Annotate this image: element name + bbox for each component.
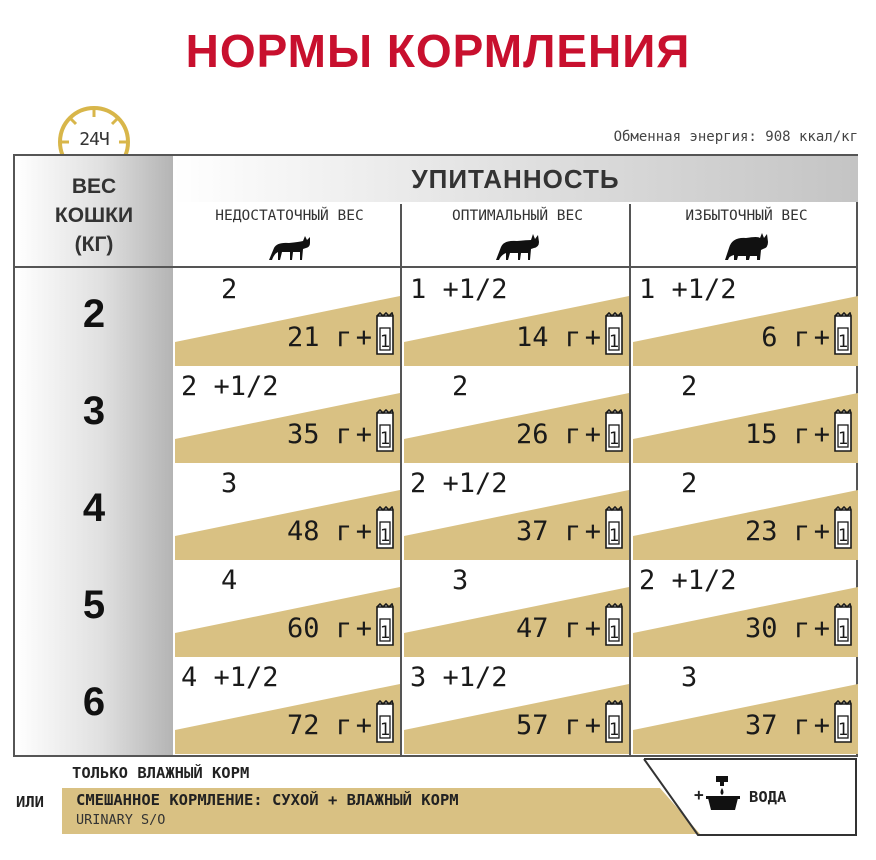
pouch-number: 1	[837, 526, 849, 546]
pouch-number: 1	[608, 526, 620, 546]
pouch-count: 3	[221, 468, 238, 499]
condition-label: НЕДОСТАТОЧНЫЙ ВЕС	[215, 208, 364, 224]
pouch-number: 1	[608, 623, 620, 643]
plus-sign: +	[813, 516, 830, 547]
dry-grams: 26 г	[515, 419, 581, 450]
pouch-count: 2 +1/2	[639, 565, 737, 596]
water-bowl-icon	[694, 774, 744, 814]
weight-header-line: (КГ)	[74, 233, 114, 256]
pouch-icon	[832, 409, 854, 453]
ration-cell	[633, 367, 858, 463]
pouch-icon	[832, 700, 854, 744]
pouch-icon	[832, 312, 854, 356]
pouch-count: 2	[681, 371, 698, 402]
ration-cell	[404, 561, 629, 657]
plus-sign: +	[355, 419, 372, 450]
condition-header-band	[173, 156, 858, 202]
pouch-icon	[603, 700, 625, 744]
pouch-count: 1 +1/2	[639, 274, 737, 305]
plus-sign: +	[584, 710, 601, 741]
pouch-number: 1	[837, 720, 849, 740]
weight-value: 6	[82, 680, 106, 724]
plus-sign: +	[584, 613, 601, 644]
weight-value: 3	[82, 389, 106, 433]
pouch-icon	[374, 700, 396, 744]
dry-grams: 35 г	[286, 419, 352, 450]
pouch-icon	[832, 506, 854, 550]
thin-cat-icon	[265, 230, 315, 262]
pouch-icon	[374, 312, 396, 356]
dry-grams: 21 г	[286, 322, 352, 353]
ration-cell	[175, 464, 400, 560]
legend-mixed: СМЕШАННОЕ КОРМЛЕНИЕ: СУХОЙ + ВЛАЖНЫЙ КОРМ	[76, 791, 459, 809]
pouch-icon	[374, 603, 396, 647]
pouch-icon	[603, 409, 625, 453]
water-label: ВОДА	[749, 788, 787, 806]
pouch-count: 4 +1/2	[181, 662, 279, 693]
weight-header-line: ВЕС	[71, 175, 117, 198]
ration-cell	[175, 561, 400, 657]
dry-grams: 23 г	[744, 516, 810, 547]
plus-sign: +	[584, 419, 601, 450]
pouch-number: 1	[379, 720, 391, 740]
condition-label: ОПТИМАЛЬНЫЙ ВЕС	[452, 208, 583, 224]
dry-grams: 6 г	[761, 322, 810, 353]
pouch-number: 1	[608, 332, 620, 352]
condition-overweight	[632, 204, 861, 266]
dry-grams: 30 г	[744, 613, 810, 644]
ration-cell	[175, 270, 400, 366]
dry-grams: 60 г	[286, 613, 352, 644]
legend-product: URINARY S/O	[76, 812, 166, 828]
pouch-icon	[603, 312, 625, 356]
plus-sign: +	[355, 516, 372, 547]
ration-cell	[633, 658, 858, 754]
feeding-table	[13, 154, 858, 757]
pouch-icon	[374, 506, 396, 550]
weight-value: 4	[82, 486, 106, 530]
pouch-number: 1	[379, 332, 391, 352]
legend-or: ИЛИ	[16, 793, 44, 811]
ration-cell	[175, 367, 400, 463]
weight-header-line: КОШКИ	[54, 204, 134, 227]
dry-grams: 14 г	[515, 322, 581, 353]
pouch-count: 3	[681, 662, 698, 693]
pouch-count: 3	[452, 565, 469, 596]
ration-cell	[633, 464, 858, 560]
condition-header: УПИТАННОСТЬ	[411, 164, 620, 194]
weight-value: 5	[82, 583, 106, 627]
water-plus: +	[694, 785, 704, 804]
plus-sign: +	[813, 710, 830, 741]
pouch-icon	[603, 506, 625, 550]
plus-sign: +	[813, 322, 830, 353]
pouch-count: 3 +1/2	[410, 662, 508, 693]
plus-sign: +	[355, 613, 372, 644]
page-title: НОРМЫ КОРМЛЕНИЯ	[185, 25, 691, 77]
dry-grams: 57 г	[515, 710, 581, 741]
dry-grams: 37 г	[515, 516, 581, 547]
pouch-icon	[374, 409, 396, 453]
plus-sign: +	[355, 710, 372, 741]
ration-cell	[633, 561, 858, 657]
plus-sign: +	[355, 322, 372, 353]
legend-only-wet: ТОЛЬКО ВЛАЖНЫЙ КОРМ	[72, 764, 250, 782]
column-divider	[400, 204, 402, 755]
pouch-count: 2	[452, 371, 469, 402]
column-divider	[629, 204, 631, 755]
pouch-number: 1	[379, 429, 391, 449]
dry-grams: 48 г	[286, 516, 352, 547]
pouch-number: 1	[837, 332, 849, 352]
pouch-number: 1	[608, 429, 620, 449]
ration-cell	[404, 270, 629, 366]
ration-cell	[404, 658, 629, 754]
condition-optimal	[403, 204, 632, 266]
normal-cat-icon	[493, 230, 543, 262]
fat-cat-icon	[722, 230, 772, 262]
pouch-number: 1	[837, 429, 849, 449]
pouch-number: 1	[837, 623, 849, 643]
condition-underweight	[175, 204, 404, 266]
pouch-count: 2	[221, 274, 238, 305]
ration-cell	[404, 464, 629, 560]
clock-label: 24Ч	[79, 129, 109, 150]
dry-grams: 72 г	[286, 710, 352, 741]
pouch-icon	[603, 603, 625, 647]
ration-cell	[633, 270, 858, 366]
plus-sign: +	[584, 322, 601, 353]
condition-label: ИЗБЫТОЧНЫЙ ВЕС	[685, 208, 808, 224]
weight-header	[15, 172, 173, 259]
pouch-count: 2 +1/2	[181, 371, 279, 402]
pouch-number: 1	[379, 623, 391, 643]
header-divider	[15, 266, 858, 268]
plus-sign: +	[813, 613, 830, 644]
dry-grams: 15 г	[744, 419, 810, 450]
pouch-icon	[832, 603, 854, 647]
ration-cell	[175, 658, 400, 754]
dry-grams: 37 г	[744, 710, 810, 741]
pouch-number: 1	[608, 720, 620, 740]
energy-note: Обменная энергия: 908 ккал/кг	[613, 129, 858, 145]
pouch-count: 4	[221, 565, 238, 596]
pouch-number: 1	[379, 526, 391, 546]
ration-cell	[404, 367, 629, 463]
pouch-count: 1 +1/2	[410, 274, 508, 305]
plus-sign: +	[584, 516, 601, 547]
pouch-count: 2	[681, 468, 698, 499]
weight-value: 2	[82, 292, 106, 336]
plus-sign: +	[813, 419, 830, 450]
pouch-count: 2 +1/2	[410, 468, 508, 499]
dry-grams: 47 г	[515, 613, 581, 644]
